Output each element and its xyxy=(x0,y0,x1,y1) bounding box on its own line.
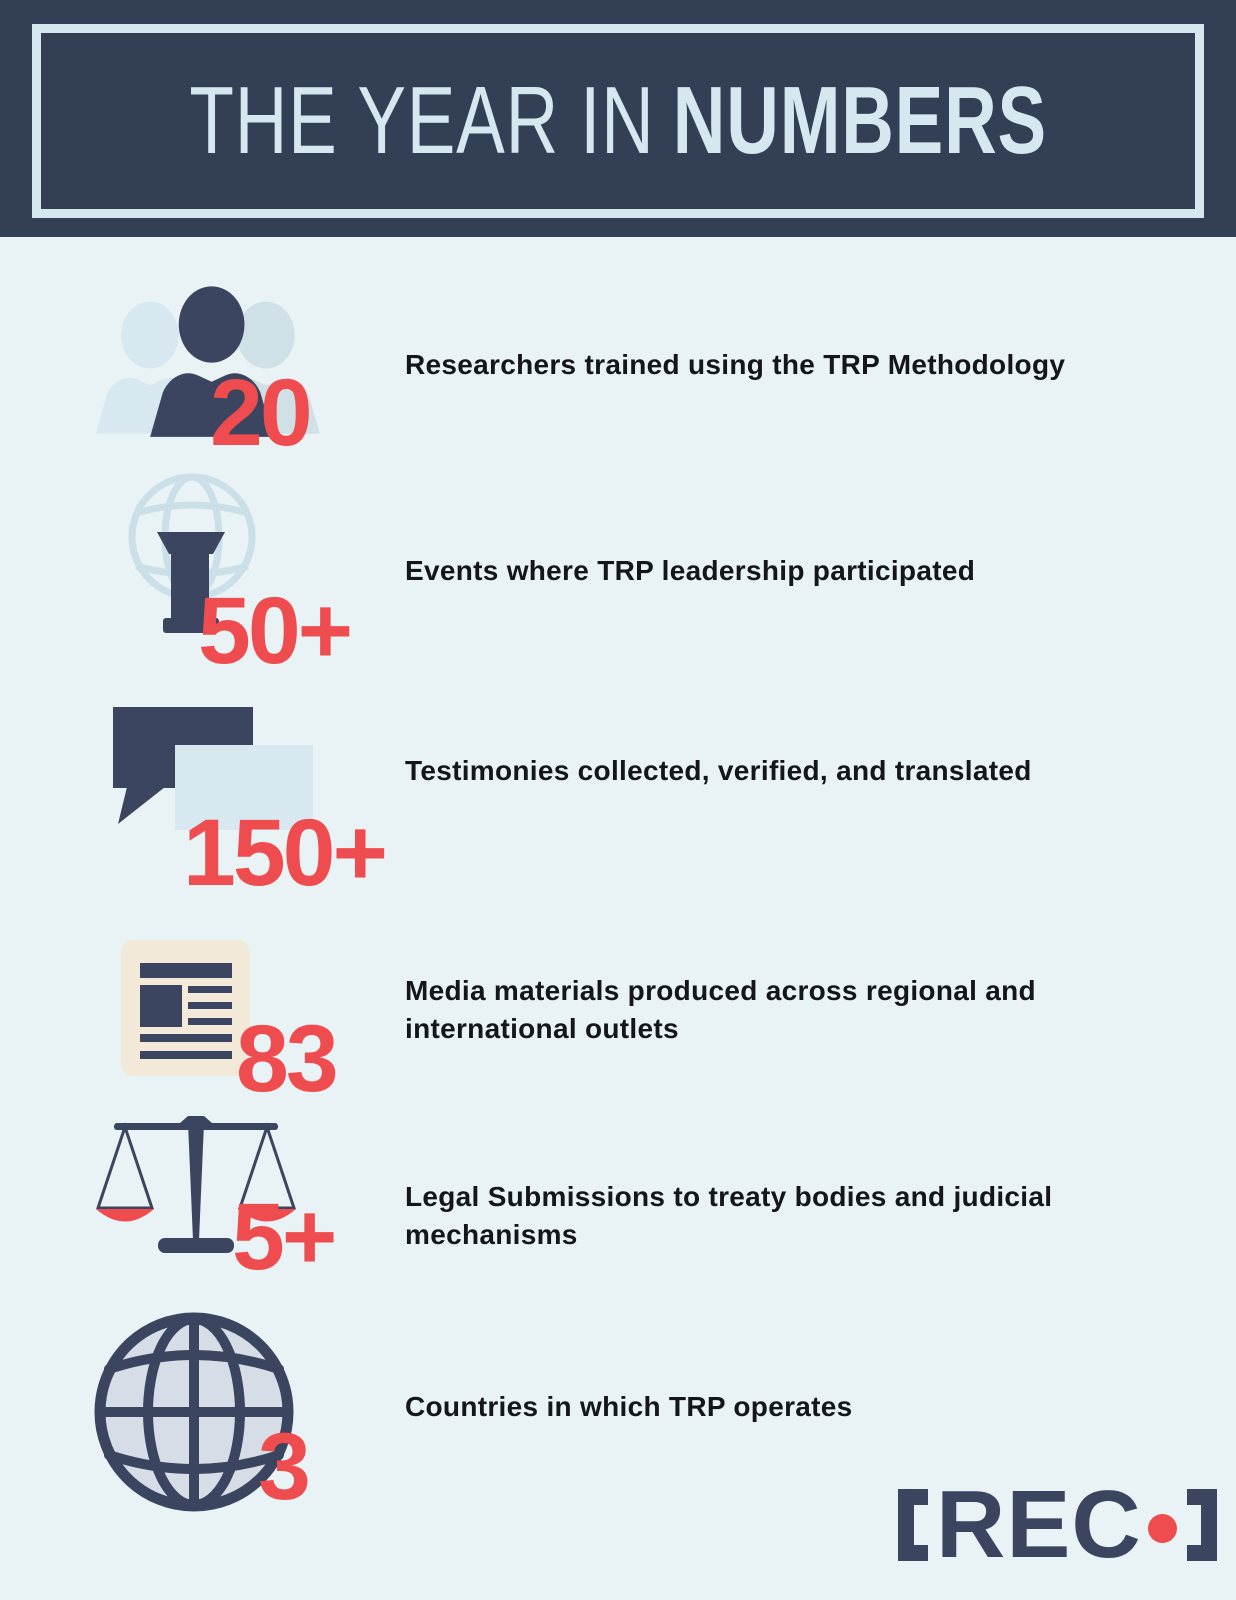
stat-label: Countries in which TRP operates xyxy=(405,1391,853,1422)
logo-left-bracket-icon xyxy=(898,1489,928,1561)
header-border-frame xyxy=(32,24,1204,218)
stat-number: 5+ xyxy=(232,1184,335,1290)
stat-label: Media materials produced across regional and international outlets xyxy=(405,975,1036,1045)
stat-number: 20 xyxy=(210,360,310,466)
stat-label: Researchers trained using the TRP Methodology xyxy=(405,349,1066,380)
page-title-regular: THE YEAR IN xyxy=(189,67,655,174)
logo-right-bracket-icon xyxy=(1187,1489,1217,1561)
stat-number: 50+ xyxy=(198,578,351,684)
stat-number: 150+ xyxy=(183,800,385,906)
page-title-bold: NUMBERS xyxy=(672,67,1047,174)
stat-label: Legal Submissions to treaty bodies and judicial mechanisms xyxy=(405,1181,1053,1251)
stat-number: 83 xyxy=(236,1006,336,1112)
rec-logo xyxy=(898,1472,1217,1578)
stat-label: Events where TRP leadership participated xyxy=(405,555,976,586)
newspaper-icon xyxy=(121,940,251,1077)
header-banner xyxy=(0,0,1236,237)
page-title xyxy=(189,67,1047,174)
stat-number: 3 xyxy=(258,1414,308,1520)
stat-label: Testimonies collected, verified, and translated xyxy=(405,755,1032,786)
logo-record-dot-icon xyxy=(1148,1514,1177,1543)
logo-text: REC xyxy=(936,1470,1142,1578)
